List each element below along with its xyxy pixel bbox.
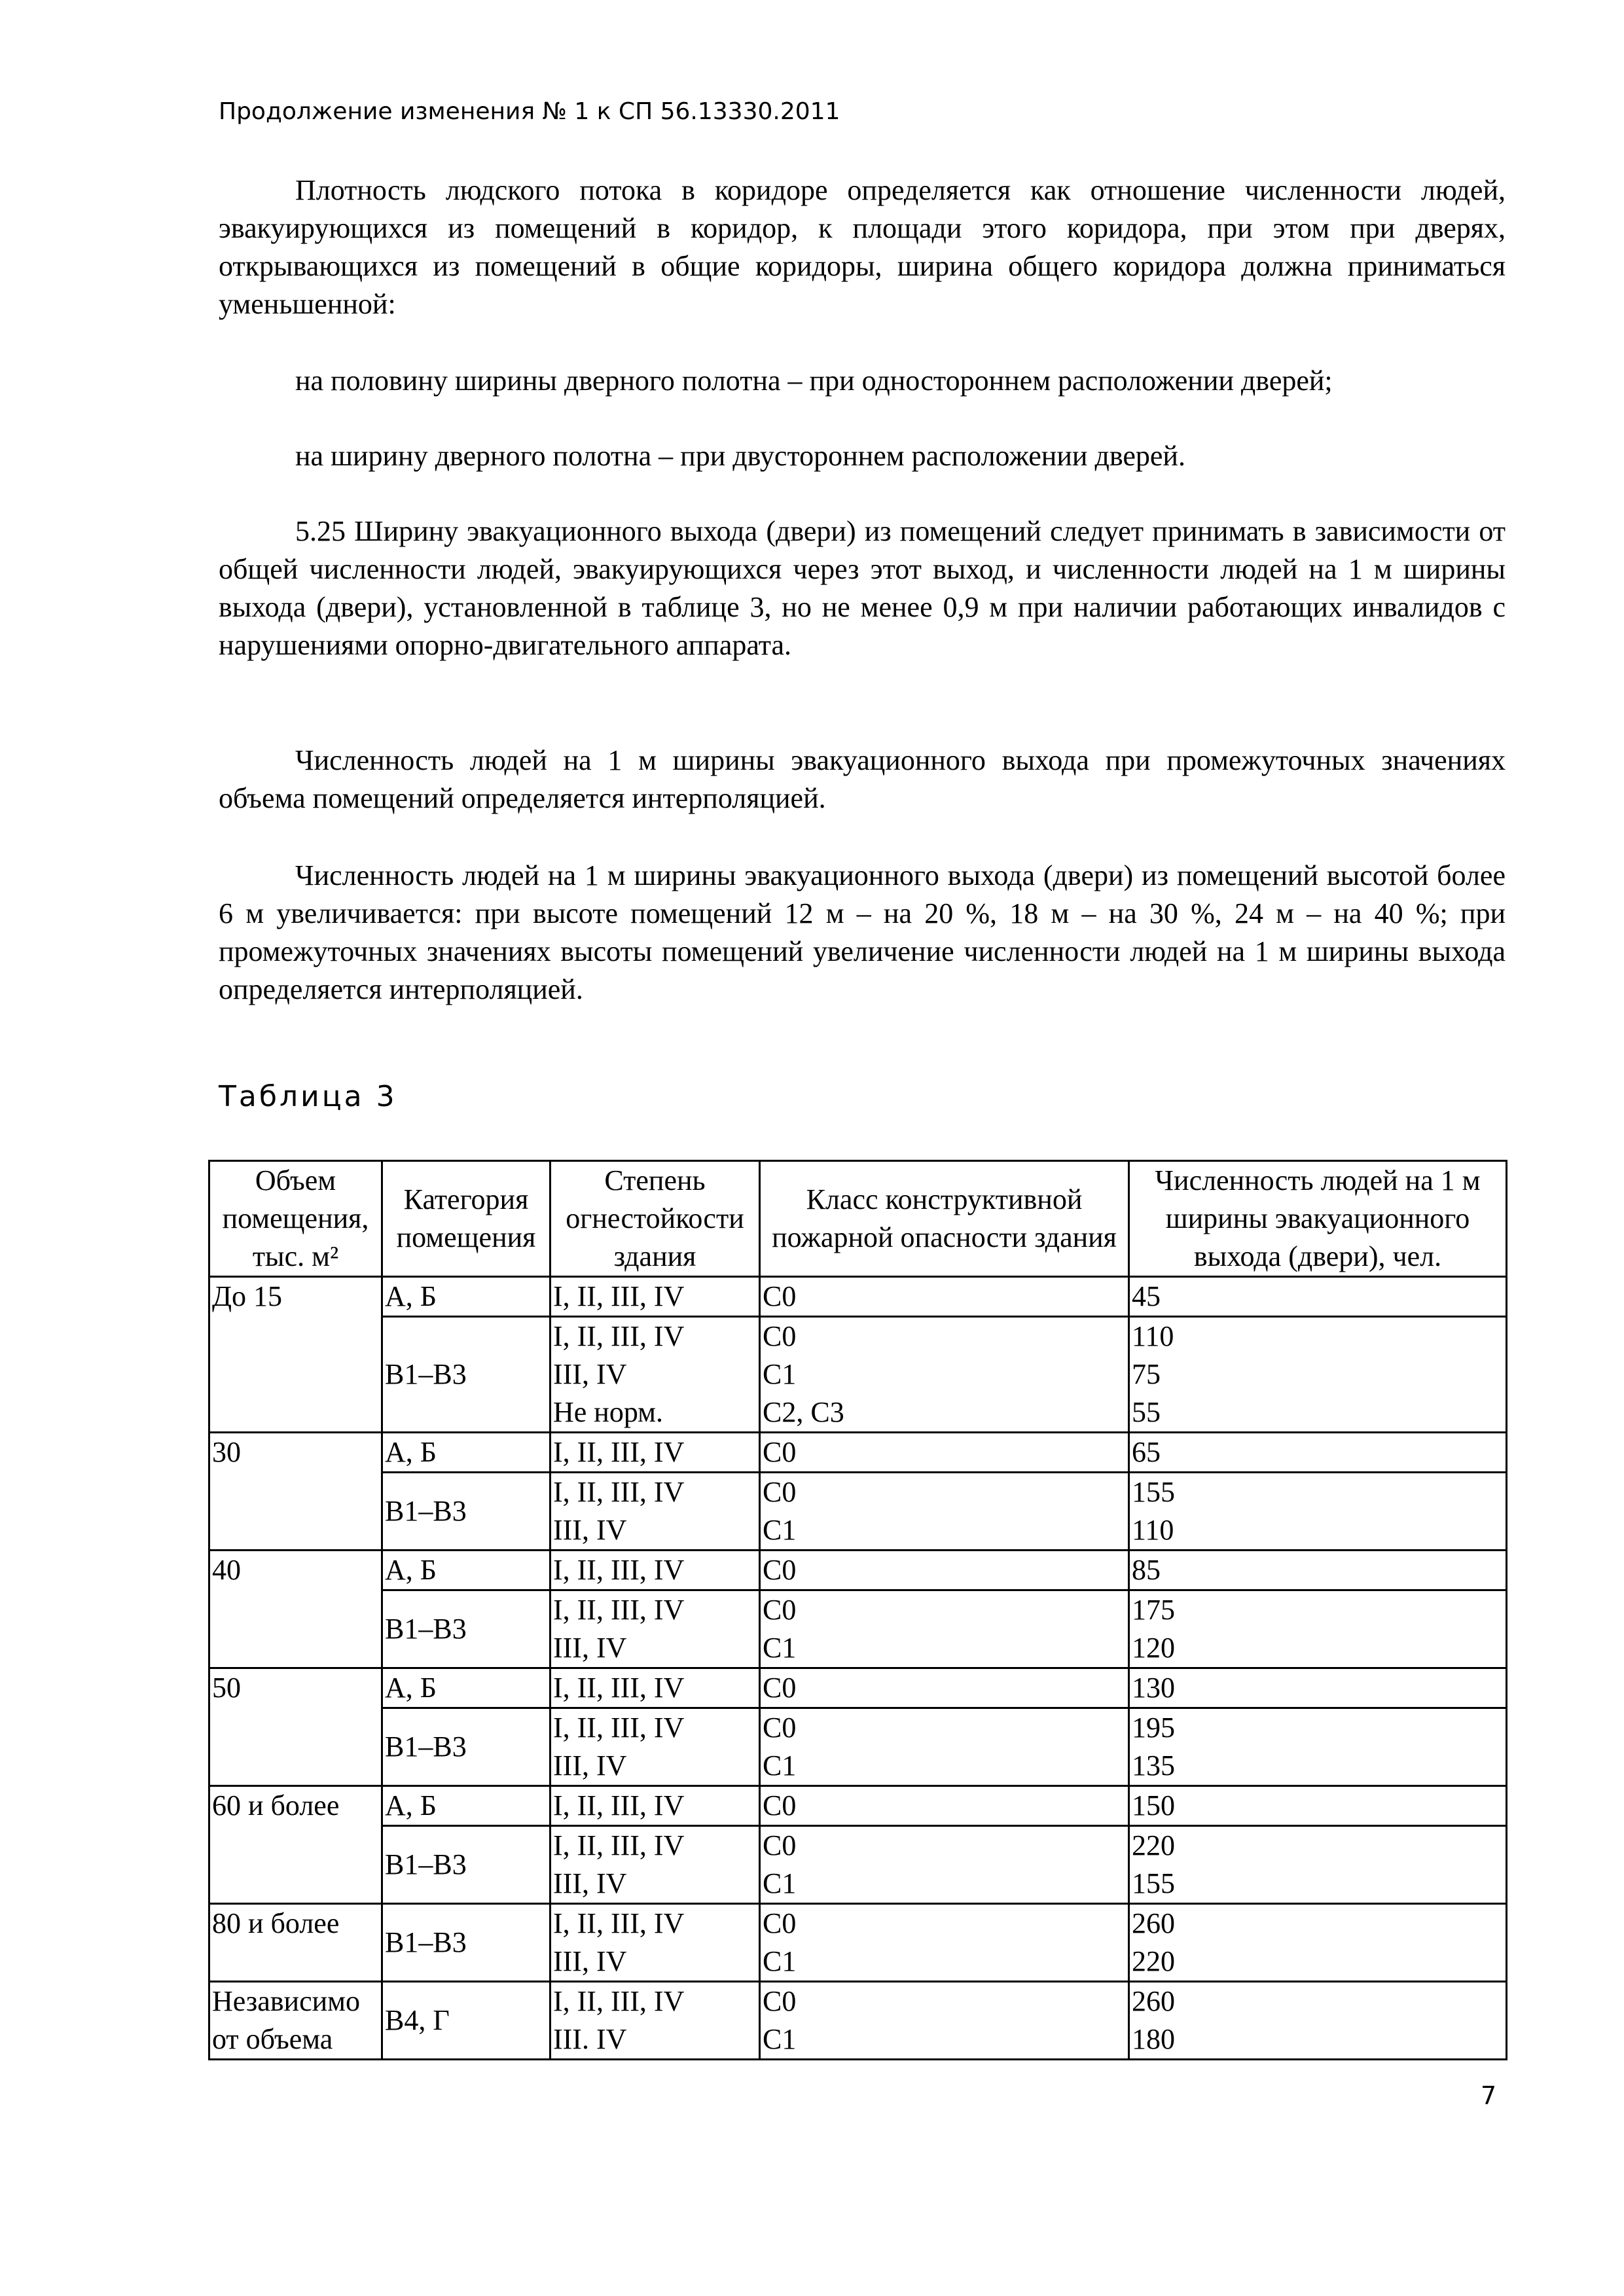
table-body (209, 1277, 1507, 2060)
cell-fire-resistance: I, II, III, IV (550, 1277, 760, 1317)
cell-construction-class: С1 (760, 1865, 1129, 1904)
cell-construction-class: С0 (760, 1982, 1129, 2021)
cell-fire-resistance: III. IV (550, 2020, 760, 2060)
table-caption: Таблица 3 (219, 1080, 397, 1113)
table-row (209, 1982, 1507, 2021)
cell-fire-resistance: III, IV (550, 1629, 760, 1668)
cell-fire-resistance: I, II, III, IV (550, 1473, 760, 1512)
cell-people-per-meter: 220 (1129, 1826, 1507, 1865)
paragraph-interpolation: Численность людей на 1 м ширины эвакуационного выхода при промежуточных значениях объема помещений определяется интерполяцией. (219, 744, 1506, 814)
cell-fire-resistance: I, II, III, IV (550, 1708, 760, 1748)
table-row (209, 1904, 1507, 1943)
cell-construction-class: С0 (760, 1668, 1129, 1708)
cell-fire-resistance: I, II, III, IV (550, 1668, 760, 1708)
cell-fire-resistance: III, IV (550, 1511, 760, 1551)
cell-volume: 50 (209, 1668, 382, 1786)
cell-category: А, Б (382, 1551, 550, 1590)
cell-volume: 60 и более (209, 1786, 382, 1904)
cell-people-per-meter: 120 (1129, 1629, 1507, 1668)
cell-volume: 30 (209, 1433, 382, 1551)
table-row (209, 1826, 1507, 1865)
paragraph-height-increase: Численность людей на 1 м ширины эвакуационного выхода (двери) из помещений высотой более 6 м увеличивается: при высоте помещений 12 м – на 20 %, 18 м – на 30 %, 24 м – на 40 %; при промежуточных значениях высоты помещений увеличение численности людей на 1 м ширины выхода определяется интерполяцией. (219, 859, 1506, 1005)
cell-people-per-meter: 65 (1129, 1433, 1507, 1473)
cell-construction-class: С2, С3 (760, 1393, 1129, 1433)
paragraph-5-25: 5.25 Ширину эвакуационного выхода (двери) из помещений следует принимать в зависимости от общей численности людей, эвакуирующихся через этот выход, и численности людей на 1 м ширины выхода (двери), установленной в таблице 3, но не менее 0,9 м при наличии работающих инвалидов с нарушениями опорно-двигательного аппарата. (219, 515, 1506, 661)
cell-construction-class: С0 (760, 1904, 1129, 1943)
cell-fire-resistance: I, II, III, IV (550, 1433, 760, 1473)
table-row (209, 1551, 1507, 1590)
cell-category: В1–В3 (382, 1590, 550, 1668)
cell-fire-resistance: III, IV (550, 1747, 760, 1786)
column-header-construction-class: Класс конструктивной пожарной опасности здания (760, 1161, 1129, 1277)
cell-people-per-meter: 150 (1129, 1786, 1507, 1826)
cell-category: В1–В3 (382, 1708, 550, 1786)
cell-construction-class: С0 (760, 1317, 1129, 1356)
cell-people-per-meter: 75 (1129, 1355, 1507, 1393)
cell-people-per-meter: 180 (1129, 2020, 1507, 2060)
cell-construction-class: С1 (760, 1943, 1129, 1982)
cell-category: В4, Г (382, 1982, 550, 2060)
cell-construction-class: С1 (760, 1629, 1129, 1668)
cell-people-per-meter: 195 (1129, 1708, 1507, 1748)
table-row (209, 1668, 1507, 1708)
running-header: Продолжение изменения № 1 к СП 56.13330.2011 (219, 98, 840, 125)
cell-people-per-meter: 260 (1129, 1982, 1507, 2021)
cell-people-per-meter: 175 (1129, 1590, 1507, 1630)
cell-category: А, Б (382, 1433, 550, 1473)
cell-construction-class: С1 (760, 2020, 1129, 2060)
paragraph-full-width: на ширину дверного полотна – при двустороннем расположении дверей. (295, 440, 1185, 472)
cell-category: А, Б (382, 1277, 550, 1317)
cell-category: А, Б (382, 1668, 550, 1708)
cell-volume: 40 (209, 1551, 382, 1668)
cell-fire-resistance: III, IV (550, 1865, 760, 1904)
cell-category: В1–В3 (382, 1904, 550, 1982)
cell-fire-resistance: III, IV (550, 1355, 760, 1393)
table-row (209, 1317, 1507, 1356)
paragraph-half-width: на половину ширины дверного полотна – при одностороннем расположении дверей; (295, 365, 1333, 397)
table-row (209, 1786, 1507, 1826)
cell-construction-class: С1 (760, 1747, 1129, 1786)
table-row (209, 1590, 1507, 1630)
cell-fire-resistance: I, II, III, IV (550, 1551, 760, 1590)
cell-volume: Независимо от объема (209, 1982, 382, 2060)
cell-construction-class: С0 (760, 1277, 1129, 1317)
cell-category: А, Б (382, 1786, 550, 1826)
cell-fire-resistance: III, IV (550, 1943, 760, 1982)
cell-people-per-meter: 55 (1129, 1393, 1507, 1433)
table-3 (208, 1160, 1507, 2060)
cell-fire-resistance: I, II, III, IV (550, 1826, 760, 1865)
cell-people-per-meter: 260 (1129, 1904, 1507, 1943)
cell-people-per-meter: 155 (1129, 1865, 1507, 1904)
cell-construction-class: С0 (760, 1551, 1129, 1590)
table-row (209, 1473, 1507, 1512)
cell-fire-resistance: I, II, III, IV (550, 1317, 760, 1356)
paragraph-corridor-density: Плотность людского потока в коридоре определяется как отношение численности людей, эвакуирующихся из помещений в коридор, к площади этого коридора, при этом при дверях, открывающихся из помещений в общие коридоры, ширина общего коридора должна приниматься уменьшенной: (219, 174, 1506, 320)
cell-category: В1–В3 (382, 1317, 550, 1433)
cell-category: В1–В3 (382, 1473, 550, 1551)
cell-construction-class: С0 (760, 1826, 1129, 1865)
cell-people-per-meter: 130 (1129, 1668, 1507, 1708)
table-row (209, 1433, 1507, 1473)
cell-fire-resistance: Не норм. (550, 1393, 760, 1433)
cell-people-per-meter: 135 (1129, 1747, 1507, 1786)
cell-fire-resistance: I, II, III, IV (550, 1982, 760, 2021)
cell-construction-class: С0 (760, 1708, 1129, 1748)
column-header-people-per-meter: Численность людей на 1 м ширины эвакуационного выхода (двери), чел. (1129, 1161, 1507, 1277)
cell-construction-class: С0 (760, 1473, 1129, 1512)
cell-people-per-meter: 110 (1129, 1511, 1507, 1551)
table-row (209, 1277, 1507, 1317)
cell-construction-class: С0 (760, 1590, 1129, 1630)
column-header-category: Категория помещения (382, 1161, 550, 1277)
cell-people-per-meter: 220 (1129, 1943, 1507, 1982)
cell-fire-resistance: I, II, III, IV (550, 1904, 760, 1943)
cell-fire-resistance: I, II, III, IV (550, 1786, 760, 1826)
cell-fire-resistance: I, II, III, IV (550, 1590, 760, 1630)
cell-volume: 80 и более (209, 1904, 382, 1982)
cell-category: В1–В3 (382, 1826, 550, 1904)
table-row (209, 1708, 1507, 1748)
cell-construction-class: С1 (760, 1355, 1129, 1393)
cell-construction-class: С0 (760, 1786, 1129, 1826)
cell-construction-class: С1 (760, 1511, 1129, 1551)
cell-people-per-meter: 155 (1129, 1473, 1507, 1512)
cell-people-per-meter: 85 (1129, 1551, 1507, 1590)
cell-people-per-meter: 45 (1129, 1277, 1507, 1317)
column-header-fire-resistance: Степень огнестойкости здания (550, 1161, 760, 1277)
cell-construction-class: С0 (760, 1433, 1129, 1473)
page-number: 7 (1481, 2081, 1497, 2110)
cell-people-per-meter: 110 (1129, 1317, 1507, 1356)
cell-volume: До 15 (209, 1277, 382, 1433)
column-header-volume: Объем помещения, тыс. м² (209, 1161, 382, 1277)
